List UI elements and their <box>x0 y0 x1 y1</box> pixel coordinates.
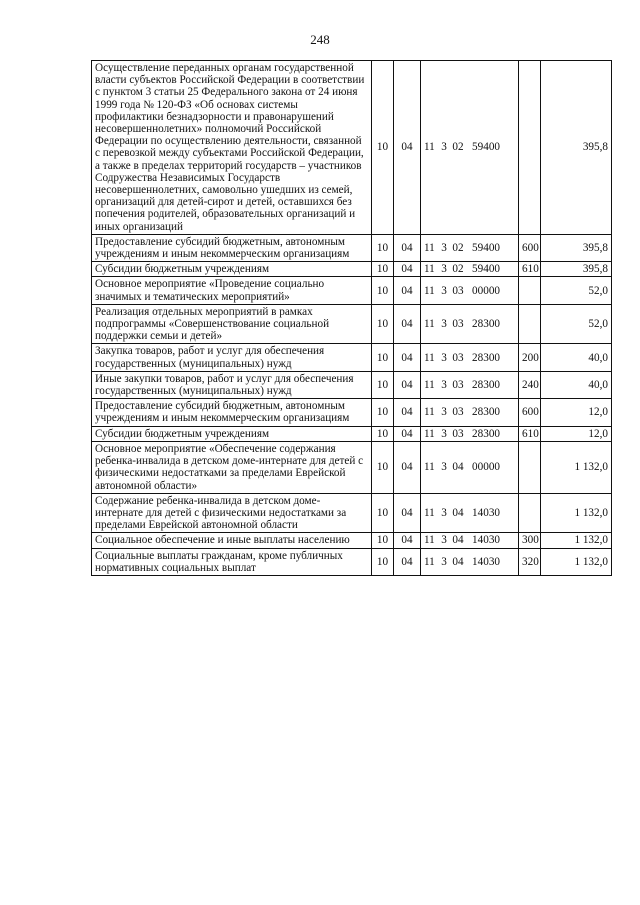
target-article-part: 03 <box>452 427 464 440</box>
table-row <box>92 371 612 398</box>
table-row <box>92 441 612 493</box>
table-row <box>92 548 612 575</box>
table-row <box>92 262 612 277</box>
row-target-article-cell <box>421 426 519 441</box>
row-expense-type-cell: 200 <box>519 344 541 371</box>
target-article-part: 04 <box>452 534 464 547</box>
row-target-article-cell <box>421 304 519 344</box>
target-article-part: 02 <box>452 263 464 276</box>
table-row <box>92 493 612 533</box>
row-amount-cell: 395,8 <box>541 61 612 235</box>
target-article-part: 59400 <box>472 263 500 276</box>
row-name-cell: Социальные выплаты гражданам, кроме публичных нормативных социальных выплат <box>92 548 372 575</box>
target-article-part: 11 <box>424 427 435 440</box>
target-article-part: 3 <box>441 461 447 474</box>
row-target-article-cell <box>421 493 519 533</box>
target-article-part: 00000 <box>472 461 500 474</box>
target-article-part: 3 <box>441 534 447 547</box>
budget-table-body <box>92 61 612 576</box>
target-article-part: 28300 <box>472 427 500 440</box>
target-article-part: 59400 <box>472 241 500 254</box>
target-article-part: 59400 <box>472 141 500 154</box>
row-amount-cell: 12,0 <box>541 426 612 441</box>
table-row <box>92 234 612 261</box>
target-article-part: 11 <box>424 263 435 276</box>
row-section-cell: 10 <box>372 277 394 304</box>
target-article-part: 11 <box>424 241 435 254</box>
row-expense-type-cell: 300 <box>519 533 541 548</box>
row-name-cell: Предоставление субсидий бюджетным, автономным учреждениям и иным некоммерческим организациям <box>92 234 372 261</box>
target-article-part: 11 <box>424 555 435 568</box>
row-target-article-cell <box>421 399 519 426</box>
target-article-part: 11 <box>424 141 435 154</box>
target-article-part: 28300 <box>472 318 500 331</box>
table-row <box>92 304 612 344</box>
target-article-part: 11 <box>424 378 435 391</box>
target-article-part: 04 <box>452 555 464 568</box>
target-article-part: 02 <box>452 241 464 254</box>
row-subsection-cell: 04 <box>394 344 421 371</box>
table-row <box>92 533 612 548</box>
row-amount-cell: 1 132,0 <box>541 533 612 548</box>
row-name-cell: Субсидии бюджетным учреждениям <box>92 426 372 441</box>
row-target-article-cell <box>421 371 519 398</box>
row-section-cell: 10 <box>372 262 394 277</box>
row-amount-cell: 395,8 <box>541 234 612 261</box>
target-article-part: 11 <box>424 351 435 364</box>
row-amount-cell: 52,0 <box>541 277 612 304</box>
row-subsection-cell: 04 <box>394 304 421 344</box>
target-article-part: 3 <box>441 141 447 154</box>
row-target-article-cell <box>421 548 519 575</box>
row-section-cell: 10 <box>372 399 394 426</box>
target-article-part: 14030 <box>472 555 500 568</box>
target-article-part: 03 <box>452 378 464 391</box>
table-row <box>92 426 612 441</box>
target-article-part: 28300 <box>472 378 500 391</box>
row-section-cell: 10 <box>372 344 394 371</box>
target-article-part: 3 <box>441 263 447 276</box>
row-subsection-cell: 04 <box>394 426 421 441</box>
target-article-part: 3 <box>441 241 447 254</box>
row-name-cell: Закупка товаров, работ и услуг для обеспечения государственных (муниципальных) нужд <box>92 344 372 371</box>
row-expense-type-cell: 320 <box>519 548 541 575</box>
row-expense-type-cell: 610 <box>519 426 541 441</box>
row-section-cell: 10 <box>372 441 394 493</box>
row-name-cell: Основное мероприятие «Обеспечение содержания ребенка-инвалида в детском доме-интернате для детей с физическими недостатками за пределами Еврейской автономной области» <box>92 441 372 493</box>
row-section-cell: 10 <box>372 533 394 548</box>
row-subsection-cell: 04 <box>394 533 421 548</box>
target-article-part: 03 <box>452 351 464 364</box>
row-target-article-cell <box>421 441 519 493</box>
row-expense-type-cell <box>519 304 541 344</box>
target-article-part: 3 <box>441 351 447 364</box>
row-expense-type-cell <box>519 277 541 304</box>
target-article-part: 3 <box>441 284 447 297</box>
target-article-part: 04 <box>452 461 464 474</box>
row-section-cell: 10 <box>372 304 394 344</box>
row-subsection-cell: 04 <box>394 548 421 575</box>
table-row <box>92 399 612 426</box>
row-subsection-cell: 04 <box>394 493 421 533</box>
row-amount-cell: 12,0 <box>541 399 612 426</box>
row-expense-type-cell <box>519 61 541 235</box>
row-name-cell: Основное мероприятие «Проведение социально значимых и тематических мероприятий» <box>92 277 372 304</box>
row-target-article-cell <box>421 277 519 304</box>
target-article-part: 11 <box>424 284 435 297</box>
row-name-cell: Субсидии бюджетным учреждениям <box>92 262 372 277</box>
target-article-part: 28300 <box>472 351 500 364</box>
row-expense-type-cell: 600 <box>519 234 541 261</box>
row-name-cell: Предоставление субсидий бюджетным, автономным учреждениям и иным некоммерческим организациям <box>92 399 372 426</box>
row-name-cell: Иные закупки товаров, работ и услуг для обеспечения государственных (муниципальных) нужд <box>92 371 372 398</box>
row-expense-type-cell <box>519 493 541 533</box>
row-subsection-cell: 04 <box>394 277 421 304</box>
target-article-part: 3 <box>441 378 447 391</box>
row-section-cell: 10 <box>372 234 394 261</box>
page-number: 248 <box>310 32 330 47</box>
row-section-cell: 10 <box>372 371 394 398</box>
target-article-part: 3 <box>441 555 447 568</box>
table-row <box>92 61 612 235</box>
target-article-part: 3 <box>441 427 447 440</box>
target-article-part: 11 <box>424 318 435 331</box>
row-amount-cell: 1 132,0 <box>541 493 612 533</box>
target-article-part: 04 <box>452 506 464 519</box>
target-article-part: 3 <box>441 318 447 331</box>
row-name-cell: Реализация отдельных мероприятий в рамках подпрограммы «Совершенствование социальной поддержки семьи и детей» <box>92 304 372 344</box>
target-article-part: 03 <box>452 284 464 297</box>
target-article-part: 00000 <box>472 284 500 297</box>
row-section-cell: 10 <box>372 61 394 235</box>
target-article-part: 11 <box>424 461 435 474</box>
row-name-cell: Содержание ребенка-инвалида в детском доме-интернате для детей с физическими недостатками за пределами Еврейской автономной области <box>92 493 372 533</box>
row-amount-cell: 40,0 <box>541 344 612 371</box>
target-article-part: 11 <box>424 406 435 419</box>
target-article-part: 03 <box>452 318 464 331</box>
row-subsection-cell: 04 <box>394 399 421 426</box>
budget-table <box>91 60 612 576</box>
row-name-cell: Осуществление переданных органам государственной власти субъектов Российской Федерации в соответствии с пунктом 3 статьи 25 Федерального закона от 24 июня 1999 года № 120-ФЗ «Об основах системы профилактики безнадзорности и правонарушений несовершеннолетних» полномочий Российской Федерации по осуществлению деятельности, связанной с перевозкой между субъектами Российской Федерации, а также в пределах территорий государств – участников Содружества Независимых Государств несовершеннолетних, самовольно ушедших из семей, организаций для детей-сирот и детей, оставшихся без попечения родителей, образовательных организаций и иных организаций <box>92 61 372 235</box>
row-subsection-cell: 04 <box>394 441 421 493</box>
row-subsection-cell: 04 <box>394 371 421 398</box>
row-subsection-cell: 04 <box>394 61 421 235</box>
row-target-article-cell <box>421 344 519 371</box>
target-article-part: 14030 <box>472 534 500 547</box>
row-target-article-cell <box>421 533 519 548</box>
row-expense-type-cell: 240 <box>519 371 541 398</box>
row-expense-type-cell: 610 <box>519 262 541 277</box>
row-section-cell: 10 <box>372 548 394 575</box>
row-subsection-cell: 04 <box>394 234 421 261</box>
row-amount-cell: 395,8 <box>541 262 612 277</box>
row-amount-cell: 40,0 <box>541 371 612 398</box>
row-name-cell: Социальное обеспечение и иные выплаты населению <box>92 533 372 548</box>
target-article-part: 3 <box>441 506 447 519</box>
target-article-part: 14030 <box>472 506 500 519</box>
row-amount-cell: 52,0 <box>541 304 612 344</box>
table-row <box>92 277 612 304</box>
target-article-part: 03 <box>452 406 464 419</box>
target-article-part: 02 <box>452 141 464 154</box>
row-target-article-cell <box>421 61 519 235</box>
row-expense-type-cell <box>519 441 541 493</box>
row-target-article-cell <box>421 262 519 277</box>
row-section-cell: 10 <box>372 426 394 441</box>
target-article-part: 11 <box>424 506 435 519</box>
row-subsection-cell: 04 <box>394 262 421 277</box>
row-amount-cell: 1 132,0 <box>541 441 612 493</box>
target-article-part: 28300 <box>472 406 500 419</box>
target-article-part: 3 <box>441 406 447 419</box>
row-section-cell: 10 <box>372 493 394 533</box>
row-target-article-cell <box>421 234 519 261</box>
row-amount-cell: 1 132,0 <box>541 548 612 575</box>
table-row <box>92 344 612 371</box>
target-article-part: 11 <box>424 534 435 547</box>
row-expense-type-cell: 600 <box>519 399 541 426</box>
